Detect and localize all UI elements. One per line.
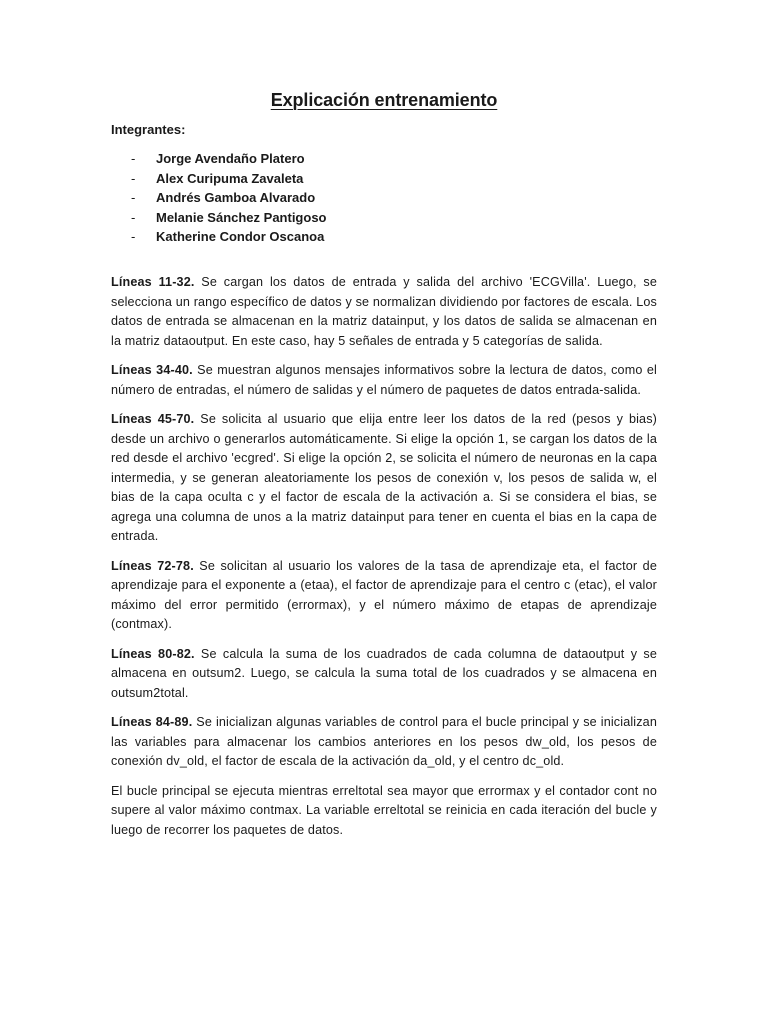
member-name: Melanie Sánchez Pantigoso [156, 209, 327, 225]
bullet-dash: - [131, 229, 136, 244]
paragraph [111, 645, 657, 704]
members-label: Integrantes: [111, 122, 186, 137]
paragraph-text: Se cargan los datos de entrada y salida del archivo 'ECGVilla'. Luego, se selecciona un rango específico de datos y se normalizan dividiendo por factores de escala. Los datos de entrada se almacenan en la matriz datainput, y los datos de salida se almacenan en la matriz dataoutput. En este caso, hay 5 señales de entrada y 5 categorías de salida. [111, 275, 658, 348]
document-title-text: Explicación entrenamiento [270, 90, 498, 110]
paragraph-lead: Líneas 45-70. [111, 412, 195, 426]
member-name: Jorge Avendaño Platero [156, 151, 305, 166]
member-item [111, 188, 671, 208]
paragraph-lead: Líneas 11-32. [111, 275, 195, 289]
member-name: Andrés Gamboa Alvarado [156, 190, 316, 205]
paragraph [111, 782, 657, 841]
paragraph [111, 273, 657, 351]
document-body [111, 273, 657, 850]
paragraph-text: El bucle principal se ejecuta mientras erreltotal sea mayor que errormax y el contador cont no supere al valor máximo contmax. La variable erreltotal se reinicia en cada iteración del bucle y luego de recorrer los paquetes de datos. [111, 783, 657, 837]
paragraph-text: Se calcula la suma de los cuadrados de cada columna de dataoutput y se almacena en outsum2. Luego, se calcula la suma total de los cuadrados y se almacena en outsum2total. [111, 646, 657, 700]
paragraph [111, 361, 657, 400]
paragraph [111, 713, 657, 772]
member-item [111, 169, 671, 189]
member-name: Alex Curipuma Zavaleta [156, 170, 304, 186]
bullet-dash: - [131, 209, 136, 225]
bullet-dash: - [131, 170, 136, 186]
members-list [111, 149, 671, 247]
paragraph-text: Se muestran algunos mensajes informativos sobre la lectura de datos, como el número de entradas, el número de salidas y el número de paquetes de datos entrada-salida. [111, 363, 657, 397]
bullet-dash: - [131, 190, 136, 205]
paragraph-lead: Líneas 72-78. [111, 558, 194, 573]
document-title [0, 88, 768, 112]
paragraph [111, 410, 657, 547]
paragraph-text: Se solicita al usuario que elija entre leer los datos de la red (pesos y bias) desde un archivo o generarlos automáticamente. Si elige la opción 1, se cargan los datos de la red desde el archivo 'ecgred'. Si elige la opción 2, se solicita el número de neuronas en la capa intermedia, y se generan aleatoriamente los pesos de conexión v, los pesos de salida w, el bias de la capa oculta c y el factor de escala de la activación a. Si se considera el bias, se agrega una columna de unos a la matriz datainput para tener en cuenta el bias en la capa de entrada. [111, 412, 657, 543]
member-name: Katherine Condor Oscanoa [156, 229, 325, 244]
paragraph-lead: Líneas 80-82. [111, 646, 195, 661]
bullet-dash: - [131, 151, 136, 166]
paragraph-text: Se solicitan al usuario los valores de la tasa de aprendizaje eta, el factor de aprendizaje para el exponente a (etaa), el factor de aprendizaje para el centro c (etac), el valor máximo del error permitido (errormax), y el número máximo de etapas de aprendizaje (contmax). [111, 558, 657, 631]
member-item [111, 227, 671, 247]
member-item [111, 208, 671, 228]
paragraph-lead: Líneas 34-40. [111, 363, 193, 377]
paragraph-lead: Líneas 84-89. [111, 715, 193, 729]
member-item [111, 149, 671, 169]
paragraph [111, 557, 657, 635]
paragraph-text: Se inicializan algunas variables de control para el bucle principal y se inicializan las variables para almacenar los cambios anteriores en los pesos dw_old, los pesos de conexión dv_old, el factor de escala de la activación da_old, y el centro dc_old. [111, 715, 657, 768]
